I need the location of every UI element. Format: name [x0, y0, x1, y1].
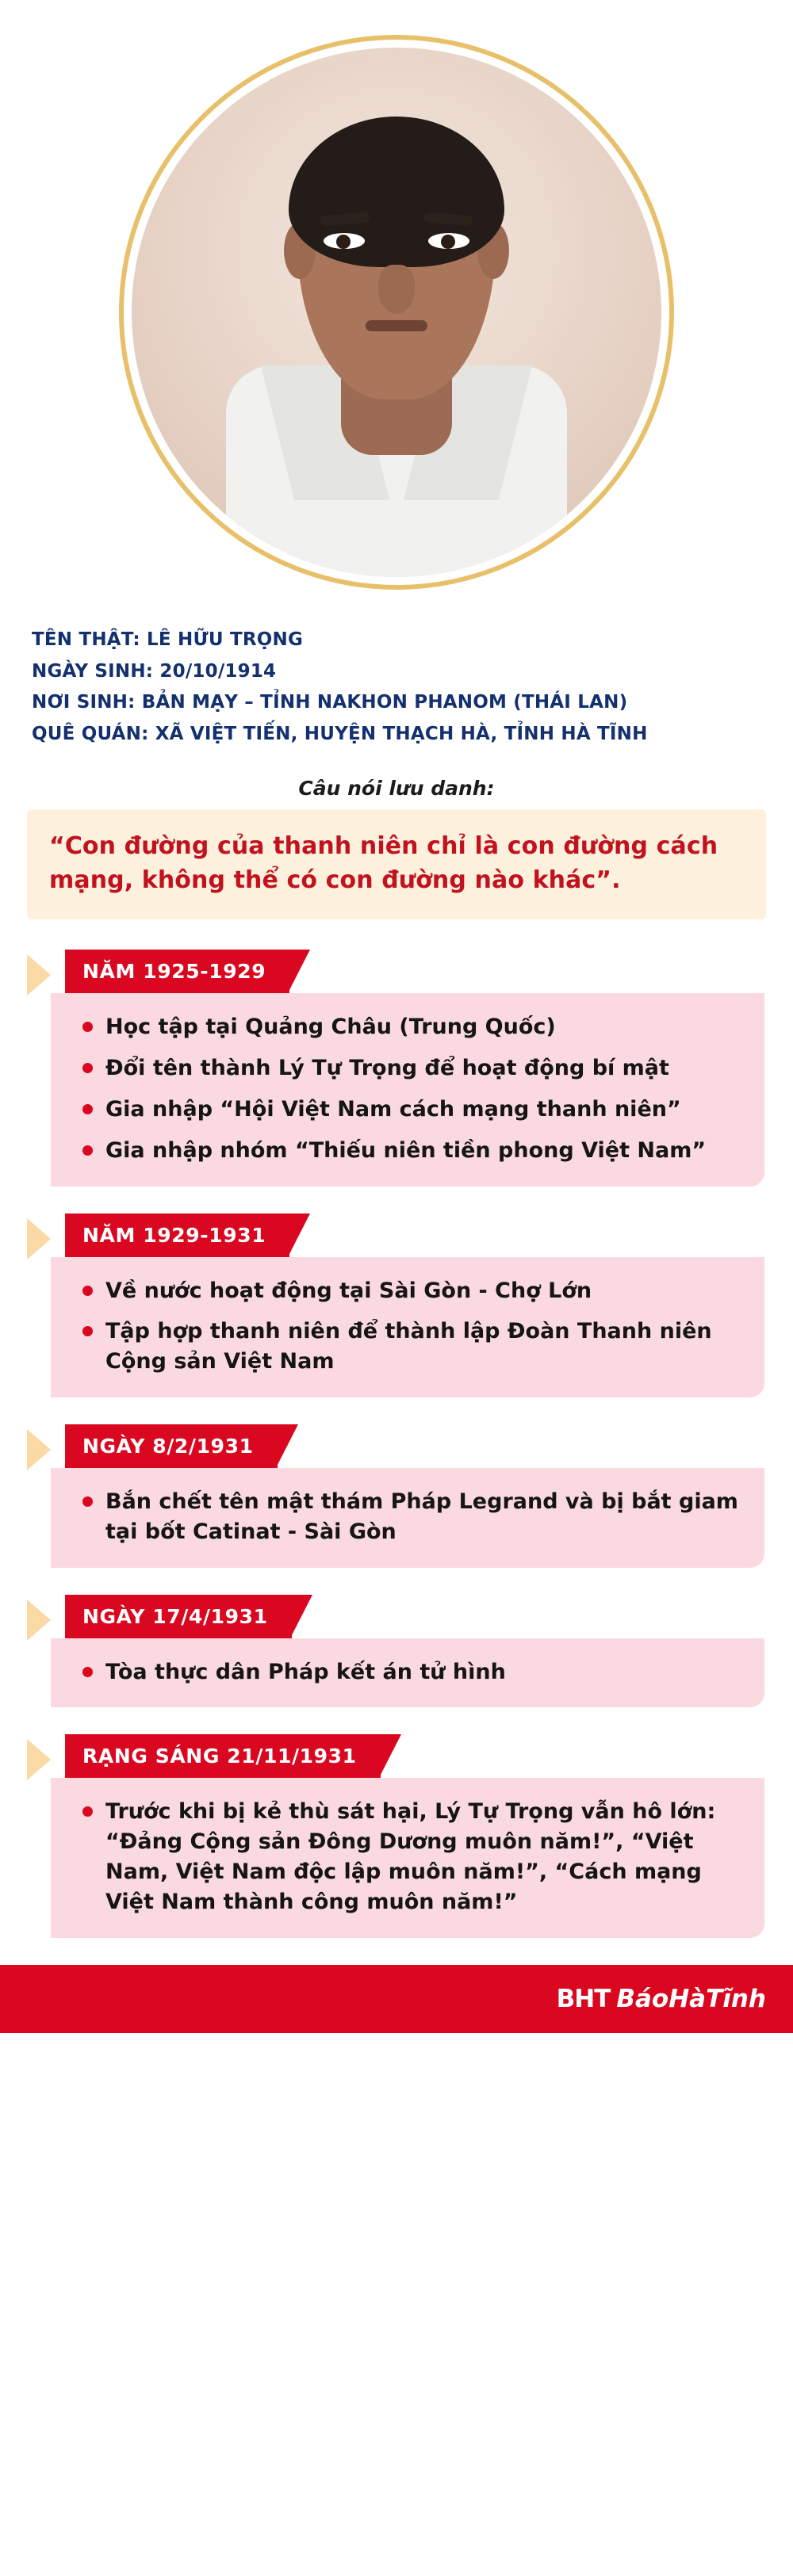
list-item-text: Học tập tại Quảng Châu (Trung Quốc): [105, 1015, 556, 1040]
portrait-eye-right: [428, 233, 469, 249]
list-item: [82, 1317, 741, 1377]
arrow-right-icon: [27, 1218, 51, 1259]
timeline-heading: NĂM 1929-1931: [65, 1213, 289, 1257]
timeline-item: [27, 1595, 793, 1708]
quote-label: Câu nói lưu danh:: [298, 777, 495, 801]
list-item-text: Đổi tên thành Lý Tự Trọng để hoạt động bí mật: [105, 1056, 669, 1081]
bullet-dot-icon: [82, 1667, 93, 1677]
arrow-right-icon: [27, 954, 51, 996]
portrait-mouth: [366, 320, 427, 331]
list-item-text: Bắn chết tên mật thám Pháp Legrand và bị bắt giam tại bốt Catinat - Sài Gòn: [105, 1489, 738, 1544]
bullet-dot-icon: [82, 1806, 93, 1817]
portrait-section: [0, 0, 793, 590]
timeline-body: [51, 1257, 764, 1397]
list-item: [82, 1012, 741, 1042]
bullet-dot-icon: [82, 1063, 93, 1073]
timeline-item: [27, 1213, 793, 1397]
list-item: [82, 1053, 741, 1084]
bullet-dot-icon: [82, 1496, 93, 1507]
timeline-heading: NGÀY 17/4/1931: [65, 1595, 292, 1638]
list-item-text: Trước khi bị kẻ thù sát hại, Lý Tự Trọng vẫn hô lớn: “Đảng Cộng sản Đông Dương muôn năm!”, “Việt Nam, Việt Nam độc lập muôn năm!”, “Cách mạng Việt Nam thành công muôn năm!”: [105, 1799, 716, 1914]
identity-hometown: QUÊ QUÁN: XÃ VIỆT TIẾN, HUYỆN THẠCH HÀ, TỈNH HÀ TĨNH: [32, 723, 648, 744]
logo-mark-icon: BHT: [556, 1984, 611, 2013]
timeline: [0, 950, 793, 1937]
timeline-heading: NĂM 1925-1929: [65, 950, 289, 993]
portrait-nose: [378, 265, 415, 314]
bullet-dot-icon: [82, 1286, 93, 1296]
identity-block: [32, 625, 761, 750]
identity-real-name: TÊN THẬT: LÊ HỮU TRỌNG: [32, 629, 304, 650]
bullet-dot-icon: [82, 1326, 93, 1336]
timeline-body: [51, 1778, 764, 1937]
logo: [557, 1985, 766, 2013]
bullet-dot-icon: [82, 1145, 93, 1156]
quote-text: “Con đường của thanh niên chỉ là con đường cách mạng, không thể có con đường nào khác”.: [49, 832, 718, 894]
timeline-body: [51, 1638, 764, 1708]
list-item-text: Gia nhập nhóm “Thiếu niên tiền phong Việt Nam”: [105, 1137, 707, 1163]
footer-bar: [0, 1965, 793, 2033]
arrow-right-icon: [27, 1739, 51, 1780]
portrait-hair: [289, 117, 504, 267]
list-item: [82, 1657, 741, 1687]
list-item-text: Gia nhập “Hội Việt Nam cách mạng thanh niên”: [105, 1096, 681, 1122]
list-item: [82, 1276, 741, 1306]
bullet-dot-icon: [82, 1104, 93, 1114]
timeline-heading: NGÀY 8/2/1931: [65, 1424, 278, 1468]
logo-text: BáoHàTĩnh: [616, 1984, 766, 2013]
timeline-item: [27, 1424, 793, 1568]
portrait-frame: [119, 35, 674, 590]
bullet-dot-icon: [82, 1022, 93, 1032]
list-item: [82, 1095, 741, 1125]
quote-box: [27, 809, 766, 919]
identity-birth-place: NƠI SINH: BẢN MẠY – TỈNH NAKHON PHANOM (THÁI LAN): [32, 692, 628, 713]
portrait-eye-left: [324, 233, 365, 249]
arrow-right-icon: [27, 1599, 51, 1641]
list-item: [82, 1797, 741, 1917]
identity-birth-date: NGÀY SINH: 20/10/1914: [32, 660, 277, 682]
arrow-right-icon: [27, 1429, 51, 1470]
portrait-image: [132, 48, 661, 577]
list-item-text: Tập hợp thanh niên để thành lập Đoàn Thanh niên Cộng sản Việt Nam: [105, 1319, 712, 1374]
timeline-heading: RẠNG SÁNG 21/11/1931: [65, 1734, 381, 1778]
list-item: [82, 1136, 741, 1166]
timeline-body: [51, 1468, 764, 1568]
list-item-text: Tòa thực dân Pháp kết án tử hình: [105, 1659, 506, 1684]
timeline-body: [51, 993, 764, 1186]
timeline-item: [27, 950, 793, 1186]
list-item-text: Về nước hoạt động tại Sài Gòn - Chợ Lớn: [105, 1278, 592, 1303]
list-item: [82, 1487, 741, 1547]
timeline-item: [27, 1734, 793, 1937]
